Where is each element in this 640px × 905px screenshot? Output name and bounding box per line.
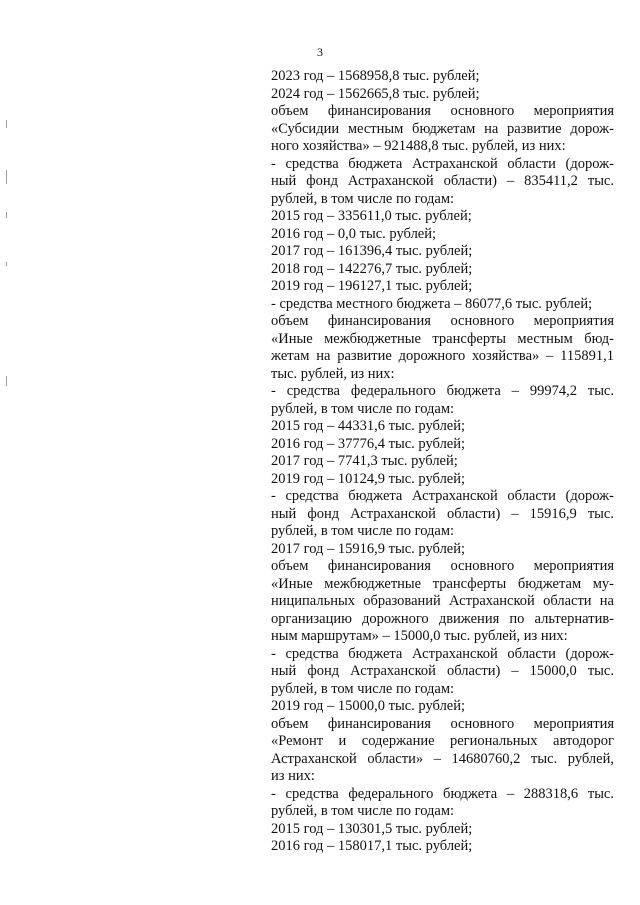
text-line: тыс. рублей, из них: (271, 365, 395, 382)
text-line: 2017 год – 15916,9 тыс. рублей; (271, 540, 466, 557)
text-line: рублей, в том числе по годам: (271, 803, 455, 819)
page-number: 3 (317, 45, 323, 59)
text-line: - средства федерального бюджета – 288318,6 тыс. (271, 785, 614, 802)
text-line: 2016 год – 0,0 тыс. рублей; (271, 225, 437, 242)
text-line: 2016 год – 158017,1 тыс. рублей; (271, 838, 473, 854)
text-line: ным маршрутам» – 15000,0 тыс. рублей, из них: (271, 628, 568, 644)
text-line: объем финансирования основного мероприятия (271, 715, 614, 732)
text-line: объем финансирования основного мероприятия (271, 558, 614, 574)
text-line: организацию дорожного движения по альтернатив- (271, 610, 614, 627)
document-text-column (271, 68, 614, 856)
text-line: рублей, в том числе по годам: (271, 523, 455, 539)
scan-margin-mark (6, 262, 7, 266)
text-line: ный фонд Астраханской области) – 835411,2 тыс. (271, 173, 614, 189)
text-line: рублей, в том числе по годам: (271, 190, 455, 207)
text-line: объем финансирования основного мероприятия (271, 313, 614, 329)
scan-margin-mark (6, 120, 7, 128)
text-line: ный фонд Астраханской области) – 15916,9 тыс. (271, 505, 614, 522)
text-line: 2015 год – 44331,6 тыс. рублей; (271, 418, 466, 434)
text-line: 2015 год – 130301,5 тыс. рублей; (271, 820, 473, 837)
scan-margin-mark (6, 212, 7, 218)
text-line: ниципальных образований Астраханской области на (271, 593, 614, 609)
text-line: «Иные межбюджетные трансферты местным бюд- (271, 330, 614, 347)
text-line: 2015 год – 335611,0 тыс. рублей; (271, 208, 472, 224)
text-line: 2019 год – 196127,1 тыс. рублей; (271, 278, 473, 294)
text-line: 2017 год – 7741,3 тыс. рублей; (271, 453, 458, 469)
text-line: ного хозяйства» – 921488,8 тыс. рублей, из них: (271, 138, 566, 154)
text-line: - средства бюджета Астраханской области (дорож- (271, 488, 614, 504)
text-line: «Субсидии местным бюджетам на развитие дорож- (271, 120, 614, 137)
text-line: 2024 год – 1562665,8 тыс. рублей; (271, 85, 480, 102)
text-line: из них: (271, 768, 315, 784)
text-line: 2017 год – 161396,4 тыс. рублей; (271, 243, 473, 259)
text-line: «Ремонт и содержание региональных автодорог (271, 733, 614, 749)
text-line: ный фонд Астраханской области) – 15000,0 тыс. (271, 663, 614, 679)
text-line: 2016 год – 37776,4 тыс. рублей; (271, 435, 466, 452)
text-line: - средства бюджета Астраханской области (дорож- (271, 155, 614, 172)
text-line: 2023 год – 1568958,8 тыс. рублей; (271, 68, 480, 84)
text-line: «Иные межбюджетные трансферты бюджетам му- (271, 575, 614, 592)
text-line: - средства бюджета Астраханской области (дорож- (271, 645, 614, 662)
text-line: Астраханской области» – 14680760,2 тыс. рублей, (271, 750, 614, 767)
text-line: жетам на развитие дорожного хозяйства» – 115891,1 (271, 348, 614, 364)
text-line: рублей, в том числе по годам: (271, 680, 455, 697)
text-line: 2018 год – 142276,7 тыс. рублей; (271, 260, 473, 277)
text-line: - средства местного бюджета – 86077,6 тыс. рублей; (271, 295, 593, 312)
text-line: - средства федерального бюджета – 99974,2 тыс. (271, 383, 614, 399)
text-line: 2019 год – 15000,0 тыс. рублей; (271, 698, 466, 714)
text-line: объем финансирования основного мероприятия (271, 103, 614, 119)
text-line: рублей, в том числе по годам: (271, 400, 455, 417)
scan-margin-mark (6, 376, 7, 386)
text-line: 2019 год – 10124,9 тыс. рублей; (271, 470, 466, 487)
scan-margin-mark (6, 170, 7, 184)
